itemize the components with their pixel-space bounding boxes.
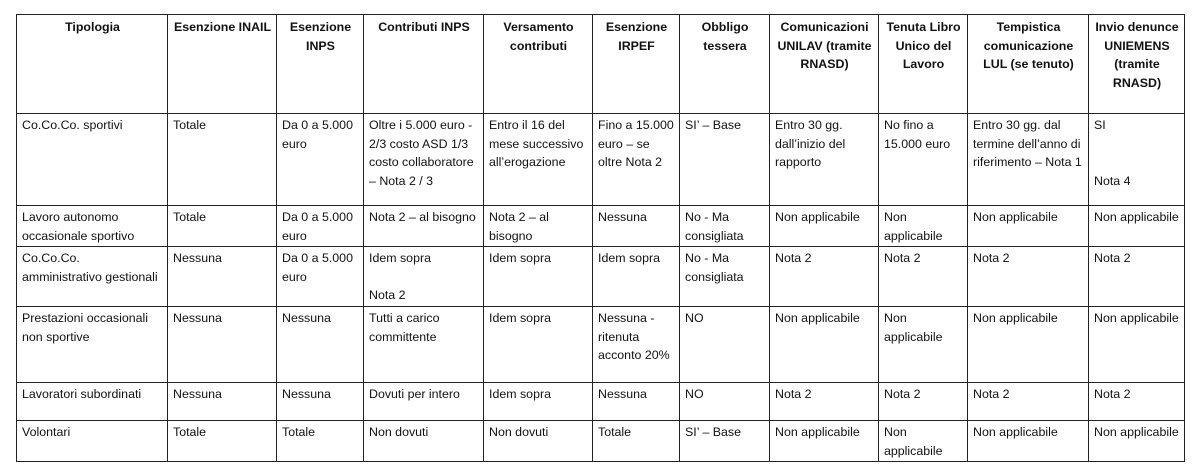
uniemens-note: Nota 4 (1094, 173, 1131, 188)
cell-esenzione-irpef: Nessuna (593, 382, 680, 420)
cell-esenzione-inps: Nessuna (277, 306, 364, 382)
header-tipologia: Tipologia (17, 15, 168, 114)
header-esenzione-irpef: Esenzione IRPEF (593, 15, 680, 114)
cell-esenzione-inps: Nessuna (277, 382, 364, 420)
header-esenzione-inps: Esenzione INPS (277, 15, 364, 114)
cell-invio-uniemens: Non applicabile (1089, 420, 1185, 461)
table-row (17, 114, 1185, 206)
cell-esenzione-inail: Totale (168, 206, 277, 247)
cell-tipologia: Co.Co.Co. sportivi (17, 114, 168, 206)
cell-esenzione-inps: Da 0 a 5.000 euro (277, 114, 364, 206)
cell-tipologia: Volontari (17, 420, 168, 461)
cell-tipologia: Prestazioni occasionali non sportive (17, 306, 168, 382)
cell-tipologia: Lavoratori subordinati (17, 382, 168, 420)
cell-versamento-contributi: Idem sopra (484, 382, 593, 420)
cell-invio-uniemens (1089, 114, 1185, 206)
cell-contributi-inps: Tutti a carico committente (364, 306, 484, 382)
cell-contributi-inps (364, 247, 484, 307)
cell-esenzione-irpef: Nessuna (593, 206, 680, 247)
cell-esenzione-inail: Nessuna (168, 306, 277, 382)
cell-versamento-contributi: Idem sopra (484, 247, 593, 307)
cell-versamento-contributi: Entro il 16 del mese successivo all’erogazione (484, 114, 593, 206)
cell-invio-uniemens: Non applicabile (1089, 306, 1185, 382)
cell-tempistica-lul: Non applicabile (968, 206, 1089, 247)
contributi-note: Nota 2 (369, 288, 406, 303)
cell-invio-uniemens: Nota 2 (1089, 247, 1185, 307)
cell-comunicazioni-unilav: Nota 2 (770, 247, 879, 307)
table-row (17, 306, 1185, 382)
header-tenuta-libro-unico: Tenuta Libro Unico del Lavoro (879, 15, 968, 114)
cell-tenuta-lul: No fino a 15.000 euro (879, 114, 968, 206)
cell-tenuta-lul: Non applicabile (879, 420, 968, 461)
cell-tempistica-lul: Entro 30 gg. dal termine dell’anno di riferimento – Nota 1 (968, 114, 1089, 206)
uniemens-value: SI (1094, 118, 1106, 132)
cell-versamento-contributi: Idem sopra (484, 306, 593, 382)
cell-tempistica-lul: Nota 2 (968, 247, 1089, 307)
cell-contributi-inps: Non dovuti (364, 420, 484, 461)
cell-obbligo-tessera: NO (680, 306, 770, 382)
cell-esenzione-inps: Da 0 a 5.000 euro (277, 206, 364, 247)
cell-esenzione-inail: Nessuna (168, 382, 277, 420)
cell-esenzione-irpef: Nessuna - ritenuta acconto 20% (593, 306, 680, 382)
cell-versamento-contributi: Non dovuti (484, 420, 593, 461)
table-row (17, 206, 1185, 247)
cell-obbligo-tessera: No - Ma consigliata (680, 247, 770, 307)
comparison-table (16, 14, 1185, 462)
cell-obbligo-tessera: NO (680, 382, 770, 420)
cell-invio-uniemens: Non applicabile (1089, 206, 1185, 247)
header-comunicazioni-unilav: Comunicazioni UNILAV (tramite RNASD) (770, 15, 879, 114)
cell-tempistica-lul: Nota 2 (968, 382, 1089, 420)
cell-esenzione-irpef: Totale (593, 420, 680, 461)
cell-esenzione-inail: Totale (168, 420, 277, 461)
cell-esenzione-irpef: Idem sopra (593, 247, 680, 307)
cell-esenzione-irpef: Fino a 15.000 euro – se oltre Nota 2 (593, 114, 680, 206)
header-contributi-inps: Contributi INPS (364, 15, 484, 114)
cell-contributi-inps: Oltre i 5.000 euro - 2/3 costo ASD 1/3 costo collaboratore – Nota 2 / 3 (364, 114, 484, 206)
cell-obbligo-tessera: SI’ – Base (680, 114, 770, 206)
header-invio-uniemens: Invio denunce UNIEMENS (tramite RNASD) (1089, 15, 1185, 114)
cell-tempistica-lul: Non applicabile (968, 306, 1089, 382)
cell-tenuta-lul: Nota 2 (879, 382, 968, 420)
cell-comunicazioni-unilav: Non applicabile (770, 206, 879, 247)
cell-tenuta-lul: Nota 2 (879, 247, 968, 307)
cell-tipologia: Lavoro autonomo occasionale sportivo (17, 206, 168, 247)
document-page (16, 14, 1184, 462)
cell-esenzione-inail: Totale (168, 114, 277, 206)
cell-contributi-inps: Dovuti per intero (364, 382, 484, 420)
header-versamento-contributi: Versamento contributi (484, 15, 593, 114)
cell-esenzione-inail: Nessuna (168, 247, 277, 307)
cell-invio-uniemens: Nota 2 (1089, 382, 1185, 420)
cell-comunicazioni-unilav: Nota 2 (770, 382, 879, 420)
cell-comunicazioni-unilav: Non applicabile (770, 420, 879, 461)
header-esenzione-inail: Esenzione INAIL (168, 15, 277, 114)
cell-obbligo-tessera: SI’ – Base (680, 420, 770, 461)
table-header-row (17, 15, 1185, 114)
cell-tipologia: Co.Co.Co. amministrativo gestionali (17, 247, 168, 307)
cell-comunicazioni-unilav: Non applicabile (770, 306, 879, 382)
cell-versamento-contributi: Nota 2 – al bisogno (484, 206, 593, 247)
cell-tenuta-lul: Non applicabile (879, 306, 968, 382)
cell-comunicazioni-unilav: Entro 30 gg. dall’inizio del rapporto (770, 114, 879, 206)
table-row (17, 420, 1185, 461)
cell-tenuta-lul: Non applicabile (879, 206, 968, 247)
cell-obbligo-tessera: No - Ma consigliata (680, 206, 770, 247)
table-row (17, 382, 1185, 420)
cell-esenzione-inps: Da 0 a 5.000 euro (277, 247, 364, 307)
cell-esenzione-inps: Totale (277, 420, 364, 461)
contributi-value: Idem sopra (369, 251, 431, 266)
cell-contributi-inps: Nota 2 – al bisogno (364, 206, 484, 247)
header-tempistica-lul: Tempistica comunicazione LUL (se tenuto) (968, 15, 1089, 114)
table-row (17, 247, 1185, 307)
cell-tempistica-lul: Non applicabile (968, 420, 1089, 461)
header-obbligo-tessera: Obbligo tessera (680, 15, 770, 114)
